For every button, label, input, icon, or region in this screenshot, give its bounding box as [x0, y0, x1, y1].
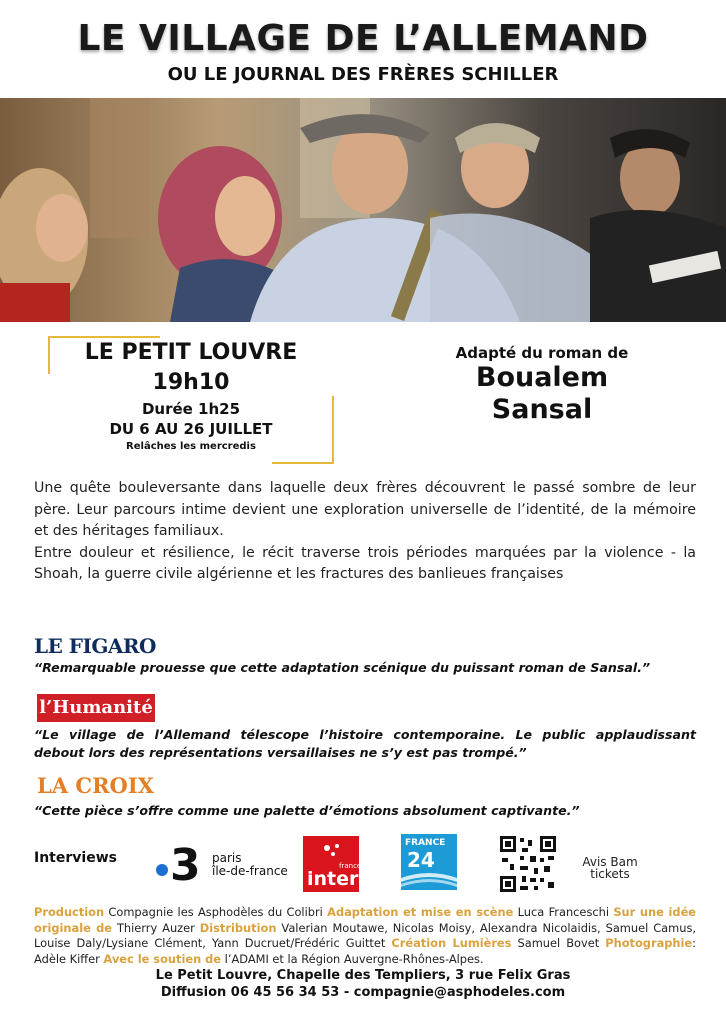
- le-figaro-logo: LE FIGARO: [34, 634, 156, 658]
- la-croix-quote: “Cette pièce s’offre comme une palette d’émotions absolument captivante.”: [34, 803, 580, 818]
- credit-idea-label: Sur une idée originale de: [34, 905, 697, 935]
- credit-production-label: Production: [34, 905, 105, 919]
- credits-block: [34, 905, 696, 967]
- poster-title: LE VILLAGE DE L’ALLEMAND: [77, 18, 649, 59]
- show-time: 19h10: [152, 370, 230, 395]
- credit-lights-label: Création Lumières: [391, 936, 512, 950]
- footer-address: Le Petit Louvre, Chapelle des Templiers, 3 rue Felix Gras: [155, 968, 571, 983]
- la-croix-logo: LA CROIX: [37, 773, 154, 798]
- author-first-name: Boualem: [475, 362, 609, 393]
- venue-name: LE PETIT LOUVRE: [84, 340, 298, 365]
- avis-line2: tickets: [590, 867, 630, 881]
- show-duration: Durée 1h25: [141, 400, 241, 418]
- qr-code-icon[interactable]: [500, 836, 556, 892]
- avis-line1: Avis Bam: [582, 855, 638, 869]
- france-inter-logo: [303, 836, 362, 892]
- synopsis-paragraph-2: Entre douleur et résilience, le récit traverse trois périodes marquées par la violence - la Shoah, la guerre civile algérienne et les fractures des banlieues françaises: [34, 544, 696, 583]
- avis-bam-tickets: [570, 856, 650, 880]
- show-dates: DU 6 AU 26 JUILLET: [109, 420, 273, 438]
- inter-small-text: france: [339, 862, 362, 870]
- france3-paris-logo: [156, 840, 306, 884]
- f24-line1: FRANCE: [405, 838, 446, 848]
- f24-line2: 24: [407, 848, 435, 872]
- svg-text:3: 3: [170, 840, 201, 884]
- france3-line2: île-de-france: [212, 864, 288, 878]
- credit-adaptation-label: Adaptation et mise en scène: [327, 905, 514, 919]
- credit-idea: Thierry Auzer: [116, 920, 195, 935]
- stage-photo-illustration: [0, 98, 726, 322]
- author-last-name: Sansal: [491, 394, 593, 425]
- figaro-quote: “Remarquable prouesse que cette adaptation scénique du puissant roman de Sansal.”: [34, 660, 651, 675]
- venue-info-box: [48, 336, 334, 464]
- footer-contact[interactable]: Diffusion 06 45 56 34 53 - compagnie@asphodeles.com: [160, 985, 566, 1000]
- credit-adaptation: Luca Franceschi: [517, 905, 610, 919]
- poster-subtitle: OU LE JOURNAL DES FRÈRES SCHILLER: [167, 64, 559, 85]
- relache-note: Relâches les mercredis: [126, 441, 256, 452]
- author-name: [408, 362, 676, 426]
- france3-line1: paris: [212, 851, 242, 865]
- synopsis-paragraph-1: Une quête bouleversante dans laquelle deux frères découvrent le passé sombre de leur père. Leur parcours intime devient une exploration universelle de l’identité, de la mémoire et des héritages familiaux.: [34, 480, 696, 540]
- france24-logo: [401, 834, 457, 890]
- credit-cast: Valerian Moutawe, Nicolas Moisy, Alexandra Nicolaidis, Samuel Camus, Louise Daly/Lysiane Clément, Yann Ducruet/Frédéric Guittet: [34, 920, 697, 950]
- synopsis: [34, 478, 696, 586]
- credit-lights: Samuel Bovet: [517, 936, 600, 950]
- credit-photo-label: Photographie: [605, 936, 693, 950]
- adaptation-intro: Adapté du roman de: [455, 344, 629, 362]
- credit-production: Compagnie les Asphodèles du Colibri: [108, 905, 323, 919]
- interviews-label: Interviews: [34, 850, 117, 866]
- credit-support-label: Avec le soutien de: [103, 951, 222, 966]
- credit-support: l’ADAMI et la Région Auvergne-Rhônes-Alpes.: [224, 951, 484, 966]
- humanite-quote: “Le village de l’Allemand télescope l’histoire contemporaine. Le public applaudissant debout lors des représentations versaillaises ne s’y est pas trompé.”: [34, 727, 696, 760]
- inter-big-text: inter: [307, 868, 359, 890]
- humanite-logo: l’Humanité: [37, 694, 155, 722]
- credit-cast-label: Distribution: [199, 920, 277, 935]
- credit-photo: : Adèle Kiffer: [34, 936, 696, 966]
- france24-wave-icon: [401, 834, 457, 890]
- stage-photo: [0, 98, 726, 322]
